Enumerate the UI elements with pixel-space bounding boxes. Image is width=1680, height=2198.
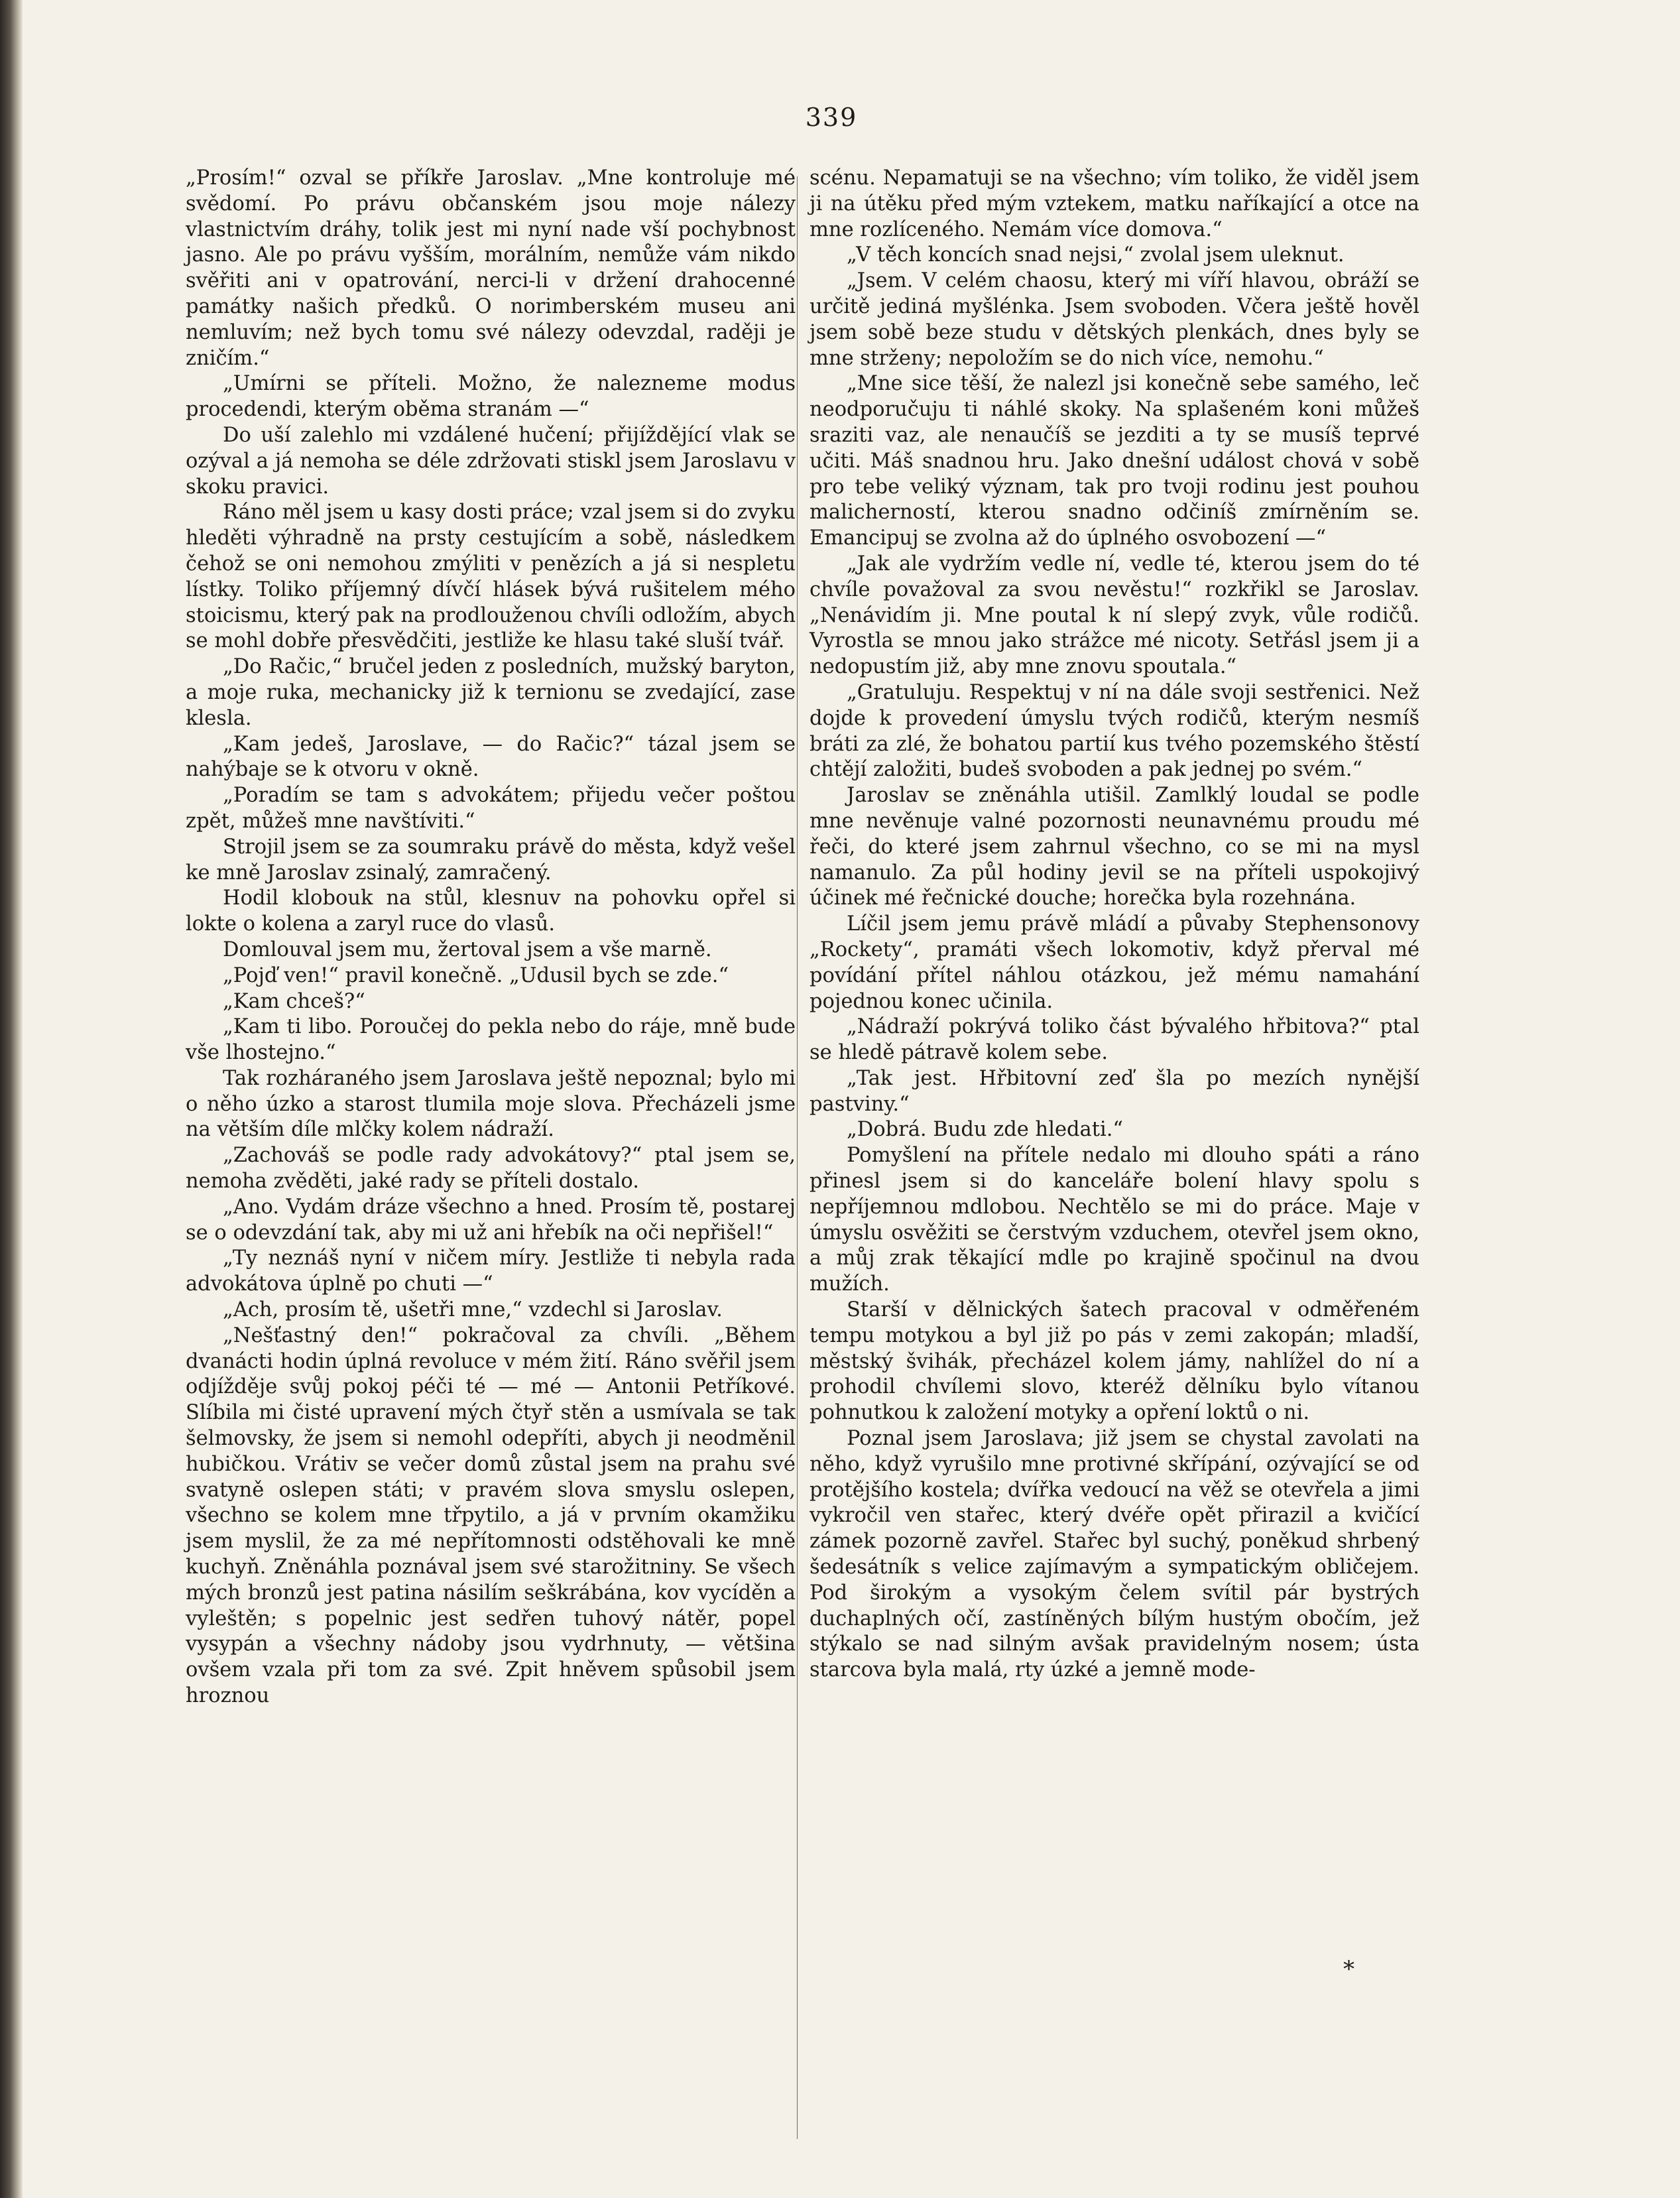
paragraph: „Ach, prosím tě, ušetři mne,“ vzdechl si Jaroslav.: [223, 1298, 723, 1322]
paragraph: Starší v dělnických šatech pracoval v odměřeném tempu motykou a byl již po pás v zemi zakopán; mladší, městský švihák, přecházel kolem jámy, nahlížel do ní a prohodil chvílemi slovo, kteréž dělníku bylo vítanou pohnutkou k založení motyky a opření loktů o ni.: [810, 1298, 1419, 1425]
paragraph: „Jsem. V celém chaosu, který mi víří hlavou, obráží se určitě jediná myšlénka. Jsem svoboden. Včera ještě hověl jsem sobě beze studu v dětských plenkách, dnes byly se mne strženy; nepoložím se do nich více, nemohu.“: [810, 269, 1419, 370]
right-column: [810, 166, 1419, 1683]
left-column: [186, 166, 796, 1709]
paragraph: „Dobrá. Budu zde hledati.“: [847, 1118, 1124, 1142]
paragraph: „Kam jedeš, Jaroslave, — do Račic?“ tázal jsem se nahýbaje se k otvoru v okně.: [186, 732, 796, 782]
paragraph: Jaroslav se zněnáhla utišil. Zamlklý loudal se podle mne nevěnuje valné pozornosti neunavnému proudu mé řeči, do které jsem zahrnul všechno, co se mi na mysl namanulo. Za půl hodiny jevil se na příteli uspokojivý účinek mé řečnické douche; horečka byla rozehnána.: [810, 784, 1419, 910]
paragraph: „V těch koncích snad nejsi,“ zvolal jsem uleknut.: [847, 243, 1345, 267]
paragraph: Líčil jsem jemu právě mládí a půvaby Stephensonovy „Rockety“, pramáti všech lokomotiv, když přerval mé povídání přítel náhlou otázkou, jež mému namahání pojednou konec učinila.: [810, 912, 1419, 1013]
paragraph: „Umírni se příteli. Možno, že nalezneme modus procedendi, kterým oběma stranám —“: [186, 372, 796, 422]
paragraph: „Gratuluju. Respektuj v ní na dále svoji sestřenici. Než dojde k provedení úmyslu tvých rodičů, kterým nesmíš bráti za zlé, že bohatou partií kus tvého pozemského štěstí chtějí založiti, budeš svoboden a pak jednej po svém.“: [810, 680, 1419, 782]
paragraph: „Kam ti libo. Poroučej do pekla nebo do ráje, mně bude vše lhostejno.“: [186, 1015, 796, 1065]
paragraph: Domlouval jsem mu, žertoval jsem a vše marně.: [223, 938, 712, 961]
paragraph: „Poradím se tam s advokátem; přijedu večer poštou zpět, můžeš mne navštíviti.“: [186, 784, 796, 833]
paragraph: „Mne sice těší, že nalezl jsi konečně sebe samého, leč neodporučuju ti náhlé skoky. Na splašeném koni můžeš sraziti vaz, ale nenaučíš se jezditi a ty se musíš teprvé učiti. Máš snadnou hru. Jako dnešní událost chová v sobě pro tebe veliký význam, tak pro tvoji rodinu jest pouhou malicherností, kterou snadno odčiníš zmírněním se. Emancipuj se zvolna až do úplného osvobození —“: [810, 372, 1419, 550]
paragraph: Hodil klobouk na stůl, klesnuv na pohovku opřel si lokte o kolena a zaryl ruce do vlasů.: [186, 886, 796, 936]
paragraph: „Kam chceš?“: [223, 989, 365, 1013]
paragraph: Ráno měl jsem u kasy dosti práce; vzal jsem si do zvyku hleděti výhradně na prsty cestujícím a sobě, následkem čehož se oni nemohou zmýliti v penězích a já si nespletu lístky. Toliko příjemný dívčí hlásek bývá rušitelem mého stoicismu, který pak na prodlouženou chvíli odložím, abych se mohl dobře přesvědčiti, jestliže ke hlasu také sluší tvář.: [186, 501, 796, 653]
paragraph: „Jak ale vydržím vedle ní, vedle té, kterou jsem do té chvíle považoval za svou nevěstu!“ rozkřikl se Jaroslav. „Nenávidím ji. Mne poutal k ní slepý zvyk, vůle rodičů. Vyrostla se mnou jako strážce mé nicoty. Setřásl jsem ji a nedopustím již, aby mne znovu spoutala.“: [810, 552, 1419, 679]
paragraph: Strojil jsem se za soumraku právě do města, když vešel ke mně Jaroslav zsinalý, zamračený.: [186, 835, 796, 885]
paragraph: „Pojď ven!“ pravil konečně. „Udusil bych se zde.“: [223, 963, 729, 987]
paragraph: „Zachováš se podle rady advokátovy?“ ptal jsem se, nemoha zvěděti, jaké rady se příteli dostalo.: [186, 1144, 796, 1193]
paragraph: Tak rozháraného jsem Jaroslava ještě nepoznal; bylo mi o něho úzko a starost tlumila moje slova. Přecházeli jsme na větším díle mlčky kolem nádraží.: [186, 1066, 796, 1142]
paragraph: „Ty neznáš nyní v ničem míry. Jestliže ti nebyla rada advokátova úplně po chuti —“: [186, 1247, 796, 1296]
book-page: [23, 0, 1680, 2198]
paragraph: Poznal jsem Jaroslava; již jsem se chystal zavolati na něho, když vyrušilo mne protivné skřípání, ozývající se od protějšího kostela; dvířka vedoucí na věž se otevřela a jimi vykročil ven stařec, který dvéře opět přirazil a kvičící zámek pozorně zavřel. Stařec byl suchý, poněkud shrbený šedesátník s velice zajímavým a sympatickým obličejem. Pod širokým a vysokým čelem svítil pár bystrých duchaplných očí, zastíněných bílým hustým obočím, jež stýkalo se nad silným avšak pravidelným nosem; ústa starcova byla malá, rty úzké a jemně mode-: [810, 1427, 1419, 1682]
paragraph: „Prosím!“ ozval se příkře Jaroslav. „Mne kontroluje mé svědomí. Po právu občanském jsou moje nálezy vlastnictvím dráhy, tolik jest mi nyní nade vší pochybnost jasno. Ale po právu vyšším, morálním, nemůže vám nikdo svěřiti ani v opatrování, nerci-li v držení drahocenné památky našich předků. O norimberském museu ani nemluvím; než bych tomu své nálezy odevzdal, raději je zničím.“: [186, 166, 796, 370]
paragraph: „Nádraží pokrývá toliko část bývalého hřbitova?“ ptal se hledě pátravě kolem sebe.: [810, 1015, 1419, 1065]
paragraph: „Ano. Vydám dráze všechno a hned. Prosím tě, postarej se o odevzdání tak, aby mi už ani hřebík na oči nepřišel!“: [186, 1195, 796, 1245]
paragraph: Do uší zalehlo mi vzdálené hučení; přijíždějící vlak se ozýval a já nemoha se déle zdržovati stiskl jsem Jaroslavu v skoku pravici.: [186, 423, 796, 499]
paragraph: „Tak jest. Hřbitovní zeď šla po mezích nynější pastviny.“: [810, 1066, 1419, 1116]
page-number: 339: [805, 103, 858, 132]
book-spine-edge: [0, 0, 23, 2198]
paragraph: Pomyšlení na přítele nedalo mi dlouho spáti a ráno přinesl jsem si do kanceláře bolení hlavy spolu s nepříjemnou mdlobou. Nechtělo se mi do práce. Maje v úmyslu osvěžiti se čerstvým vzduchem, otevřel jsem okno, a můj zrak těkající mdle po krajině spočinul na dvou mužích.: [810, 1144, 1419, 1296]
paragraph: „Nešťastný den!“ pokračoval za chvíli. „Během dvanácti hodin úplná revoluce v mém žití. Ráno svěřil jsem odjížděje svůj pokoj péči té — mé — Antonii Petříkové. Slíbila mi čisté upravení mých čtyř stěn a usmívala se tak šelmovsky, že jsem si nemohl odepříti, abych ji neodměnil hubičkou. Vrátiv se večer domů zůstal jsem na prahu své svatyně oslepen státi; v pravém slova smyslu oslepen, všechno se kolem mne třpytilo, a já v prvním okamžiku jsem myslil, že za mé nepřítomnosti odstěhovali ke mně kuchyň. Zněnáhla poznával jsem své starožitniny. Se všech mých bronzů jest patina násilím seškrábána, kov vycíděn a vyleštěn; s popelnic jest sedřen tuhový nátěr, popel vysypán a všechny nádoby jsou vydrhnuty, — většina ovšem vzala při tom za své. Zpit hněvem spůsobil jsem hroznou: [186, 1323, 796, 1708]
paragraph: „Do Račic,“ bručel jeden z posledních, mužský baryton, a moje ruka, mechanicky již k ternionu se zvedající, zase klesla.: [186, 655, 796, 730]
signature-mark: *: [1343, 1956, 1354, 1983]
paragraph: scénu. Nepamatuji se na všechno; vím toliko, že viděl jsem ji na útěku před mým vztekem, matku naříkající a otce na mne rozlíceného. Nemám více domova.“: [810, 166, 1419, 241]
column-divider: [797, 176, 798, 2139]
